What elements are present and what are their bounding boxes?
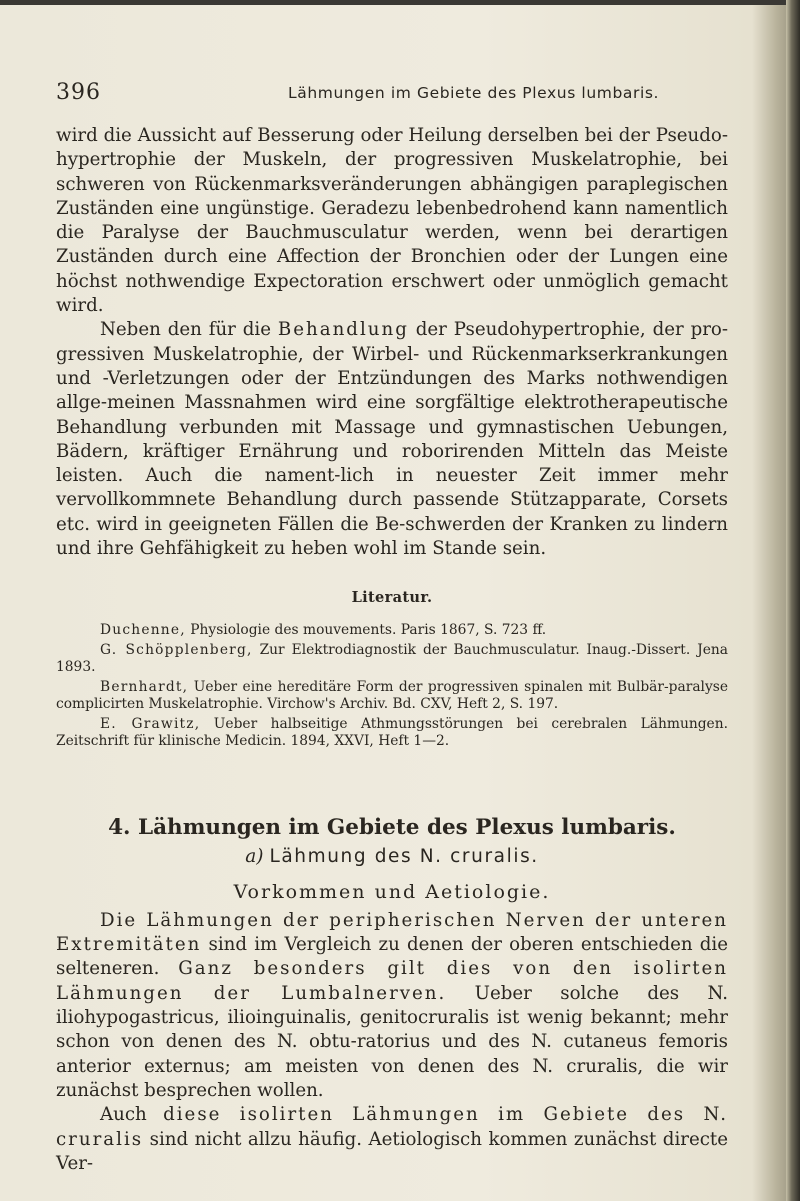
- emphasized-text: diese isolirten Lähmungen im Gebiete des N. cruralis: [56, 1104, 728, 1150]
- emphasized-text: Die Lähmungen der peripherischen Nerven der unteren Extremitäten: [56, 909, 728, 956]
- reference-author: Bernhardt,: [100, 678, 189, 695]
- reference-item: [56, 716, 728, 751]
- subsection-heading: [56, 846, 728, 867]
- subsection-title: Lähmung des N. cruralis.: [269, 845, 539, 867]
- text-run: sind nicht allzu häufig. Aetiologisch kommen zunächst directe Ver-: [56, 1128, 728, 1174]
- page-header: [56, 80, 716, 110]
- paragraph-treatment: [56, 318, 728, 561]
- page-number: 396: [56, 80, 101, 105]
- paragraph-frequency: [56, 909, 728, 1103]
- text-run: Neben den für die: [100, 319, 278, 341]
- reference-item: [56, 622, 728, 640]
- running-head: Lähmungen im Gebiete des Plexus lumbaris.: [288, 84, 660, 102]
- reference-author: Duchenne,: [100, 622, 186, 639]
- paragraph-prognosis: wird die Aussicht auf Besserung oder Heilung derselben bei der Pseudo-hypertrophie der Muskeln, der progressiven Muskelatrophie, bei schweren von Rückenmarksveränderungen abhängigen paraplegischen Zuständen eine ungünstige. Geradezu lebenbedrohend kann namentlich die Paralyse der Bauchmusculatur werden, wenn bei derartigen Zuständen durch eine Affection der Bronchien oder der Lungen eine höchst nothwendige Expectoration erschwert oder unmöglich gemacht wird.: [56, 125, 728, 317]
- page-edge-shadow: [786, 0, 800, 1201]
- text-run: Ueber solche des N. iliohypogastricus, ilioinguinalis, genitocruralis ist wenig bekannt; mehr schon von denen des N. obtu-ratorius und des N. cutaneus femoris anterior externus; am meisten von denen des N. cruralis, die wir zunächst besprechen wollen.: [56, 982, 728, 1101]
- emphasized-text: Behandlung: [277, 319, 409, 341]
- reference-item: [56, 642, 728, 677]
- literature-heading: Literatur.: [351, 589, 433, 607]
- section-heading: 4. Lähmungen im Gebiete des Plexus lumbaris.: [108, 814, 676, 840]
- reference-item: [56, 679, 728, 714]
- emphasized-text: Ganz besonders gilt dies von den isolirten Lähmungen der Lumbalnerven.: [56, 958, 728, 1004]
- text-run: der Pseudohypertrophie, der pro-gressiven Muskelatrophie, der Wirbel- und Rückenmarkserkrankungen und -Verletzungen oder der Entzündungen des Marks nothwendigen allge-meinen Massnahmen wird eine sorgfältige elektrotherapeutische Behandlung verbunden mit Massage und gymnastischen Uebungen, Bädern, kräftiger Ernährung und roborirenden Mitteln das Meiste leisten. Auch die nament-lich in neuester Zeit immer mehr vervollkommnete Behandlung durch passende Stützapparate, Corsets etc. wird in geeigneten Fällen die Be-schwerden der Kranken zu lindern und ihre Gehfähigkeit zu heben wohl im Stande sein.: [56, 319, 729, 560]
- topic-heading: Vorkommen und Aetiologie.: [233, 880, 551, 903]
- text-run: sind im Vergleich zu denen der oberen entschieden die selteneren.: [56, 934, 728, 980]
- reference-text: Ueber halbseitige Athmungsstörungen bei cerebralen Lähmungen. Zeitschrift für klinische Medicin. 1894, XXVI, Heft 1—2.: [56, 715, 728, 750]
- reference-text: Ueber eine hereditäre Form der progressiven spinalen mit Bulbär-paralyse complicirten Muskelatrophie. Virchow's Archiv. Bd. CXV, Heft 2, S. 197.: [56, 678, 728, 713]
- text-run: Auch: [100, 1104, 164, 1126]
- subsection-letter: a): [245, 845, 264, 867]
- reference-text: Physiologie des mouvements. Paris 1867, S. 723 ff.: [185, 622, 547, 639]
- reference-text: Zur Elektrodiagnostik der Bauchmusculatur. Inaug.-Dissert. Jena 1893.: [56, 641, 728, 676]
- reference-author: E. Grawitz,: [100, 715, 201, 732]
- scan-top-border: [0, 0, 800, 5]
- paragraph-aetiology: [56, 1103, 728, 1176]
- reference-list: [56, 622, 728, 751]
- body-text: [56, 124, 728, 1176]
- reference-author: G. Schöpplenberg,: [100, 641, 253, 658]
